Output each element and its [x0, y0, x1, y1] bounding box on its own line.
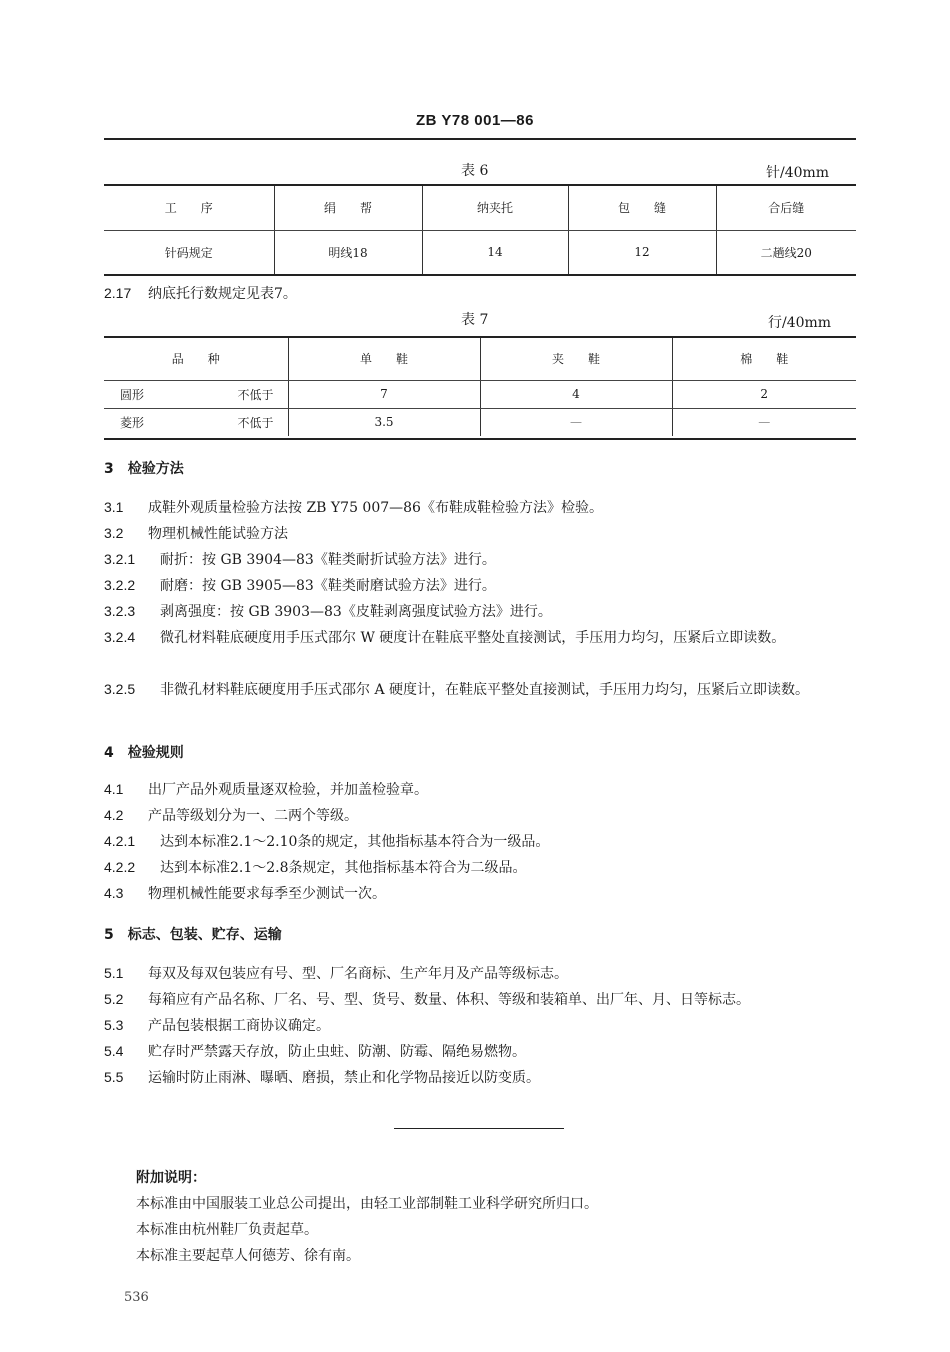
- clause-number: 5.1: [104, 965, 124, 981]
- table7-header-cell: 棉 鞋: [672, 338, 856, 380]
- table6-cell: 二趟线20: [716, 230, 856, 274]
- clause-text: 成鞋外观质量检验方法按 ZB Y75 007—86《布鞋成鞋检验方法》检验。: [148, 500, 603, 516]
- clause-text: 微孔材料鞋底硬度用手压式邵尔 W 硬度计在鞋底平整处直接测试，手压用力均匀，压紧后立即读数。: [160, 630, 786, 646]
- section3-title: 3 检验方法: [104, 461, 184, 477]
- clause-text: 耐磨：按 GB 3905—83《鞋类耐磨试验方法》进行。: [160, 578, 496, 594]
- notes-line: 本标准由中国服装工业总公司提出，由轻工业部制鞋工业科学研究所归口。: [136, 1196, 598, 1212]
- table6-cell: 12: [568, 230, 716, 274]
- table6-header-cell: 工 序: [104, 186, 274, 230]
- table7-kind: 圆形: [104, 380, 212, 408]
- clause-number: 2.17: [104, 285, 132, 301]
- notes-title: 附加说明：: [136, 1170, 206, 1186]
- clause-number: 4.2.1: [104, 833, 136, 849]
- clause-text: 每双及每双包装应有号、型、厂名商标、生产年月及产品等级标志。: [148, 966, 568, 982]
- table6-header-cell: 绢 帮: [274, 186, 422, 230]
- clause: [104, 856, 527, 879]
- clause-number: 4.2: [104, 807, 124, 823]
- table6-unit: 针/40mm: [766, 165, 830, 181]
- clause: [104, 600, 552, 623]
- clause-number: 3.2.4: [104, 629, 136, 645]
- table6-cell: 14: [422, 230, 568, 274]
- table6-bottom-rule: [104, 274, 856, 276]
- clause: [104, 626, 856, 649]
- clause-text: 出厂产品外观质量逐双检验，并加盖检验章。: [148, 782, 428, 798]
- clause-text: 物理机械性能要求每季至少测试一次。: [148, 886, 386, 902]
- clause-number: 5.3: [104, 1017, 124, 1033]
- clause-text: 运输时防止雨淋、曝晒、磨损，禁止和化学物品接近以防变质。: [148, 1070, 540, 1086]
- end-rule: [394, 1128, 564, 1129]
- clause-number: 3.2.2: [104, 577, 136, 593]
- table7-row: [104, 380, 856, 408]
- standard-code: ZB Y78 001—86: [416, 112, 534, 129]
- clause-text: 耐折：按 GB 3904—83《鞋类耐折试验方法》进行。: [160, 552, 496, 568]
- clause: [104, 574, 496, 597]
- clause-text: 每箱应有产品名称、厂名、号、型、货号、数量、体积、等级和装箱单、出厂年、月、日等标志。: [148, 992, 750, 1008]
- table7-cell: 2: [672, 380, 856, 408]
- clause-number: 3.2.1: [104, 551, 136, 567]
- notes-line: 本标准主要起草人何德芳、徐有南。: [136, 1248, 360, 1264]
- page-number: 536: [124, 1290, 149, 1305]
- table7-cell: 7: [288, 380, 480, 408]
- clause: [104, 830, 549, 853]
- clause: [104, 678, 856, 701]
- clause-2-17: [104, 282, 297, 305]
- clause-text: 贮存时严禁露天存放，防止虫蛀、防潮、防霉、隔绝易燃物。: [148, 1044, 526, 1060]
- table6: [104, 186, 856, 274]
- clause-number: 3.2.3: [104, 603, 136, 619]
- clause-number: 5.4: [104, 1043, 124, 1059]
- table6-cell: 明线18: [274, 230, 422, 274]
- clause-number: 3.2.5: [104, 681, 136, 697]
- table7-header-cell: 品 种: [104, 338, 288, 380]
- table7-cell: —: [672, 408, 856, 436]
- clause-text: 物理机械性能试验方法: [148, 526, 288, 542]
- table7-condition: 不低于: [237, 415, 274, 430]
- table6-header-cell: 合后缝: [716, 186, 856, 230]
- table6-data-row: [104, 230, 856, 274]
- table6-caption: 表 6: [461, 163, 489, 179]
- section5-title: 5 标志、包装、贮存、运输: [104, 927, 282, 943]
- clause-text: 达到本标准2.1～2.8条规定，其他指标基本符合为二级品。: [160, 860, 527, 876]
- clause-number: 3.2: [104, 525, 124, 541]
- table7-header-cell: 单 鞋: [288, 338, 480, 380]
- section4-title: 4 检验规则: [104, 745, 184, 761]
- table7-bottom-rule: [104, 438, 856, 440]
- table7-cell: 4: [480, 380, 672, 408]
- clause-text: 剥离强度：按 GB 3903—83《皮鞋剥离强度试验方法》进行。: [160, 604, 552, 620]
- clause-text: 纳底托行数规定见表7。: [148, 286, 297, 302]
- clause: [104, 804, 358, 827]
- table7-row: [104, 408, 856, 436]
- table7-cell: —: [480, 408, 672, 436]
- table6-header-cell: 包 缝: [568, 186, 716, 230]
- table7-kind: 菱形: [120, 415, 145, 430]
- table6-cell: 针码规定: [164, 245, 213, 260]
- clause: [104, 548, 496, 571]
- clause-number: 4.2.2: [104, 859, 136, 875]
- clause: [104, 962, 568, 985]
- table7-unit: 行/40mm: [768, 315, 832, 331]
- table6-header-row: [104, 186, 856, 230]
- clause: [104, 778, 428, 801]
- clause: [104, 1014, 330, 1037]
- table7-caption: 表 7: [461, 312, 489, 328]
- clause-text: 产品等级划分为一、二两个等级。: [148, 808, 358, 824]
- clause: [104, 496, 603, 519]
- clause-number: 5.5: [104, 1069, 124, 1085]
- clause-number: 4.3: [104, 885, 124, 901]
- notes-line: 本标准由杭州鞋厂负责起草。: [136, 1222, 318, 1238]
- clause: [104, 522, 288, 545]
- table6-header-cell: 纳夹托: [422, 186, 568, 230]
- clause: [104, 988, 750, 1011]
- table7-cell: 3.5: [288, 408, 480, 436]
- clause-text: 非微孔材料鞋底硬度用手压式邵尔 A 硬度计，在鞋底平整处直接测试，手压用力均匀，压紧后立即读数。: [160, 682, 810, 698]
- clause: [104, 1040, 526, 1063]
- clause: [104, 882, 386, 905]
- table7-header-row: [104, 338, 856, 380]
- table7: [104, 338, 856, 436]
- clause-number: 3.1: [104, 499, 124, 515]
- clause-text: 产品包装根据工商协议确定。: [148, 1018, 330, 1034]
- clause-text: 达到本标准2.1～2.10条的规定，其他指标基本符合为一级品。: [160, 834, 550, 850]
- table7-condition: 不低于: [212, 380, 288, 408]
- clause-number: 5.2: [104, 991, 124, 1007]
- clause-number: 4.1: [104, 781, 124, 797]
- clause: [104, 1066, 540, 1089]
- header-rule: [104, 138, 856, 140]
- table7-header-cell: 夹 鞋: [480, 338, 672, 380]
